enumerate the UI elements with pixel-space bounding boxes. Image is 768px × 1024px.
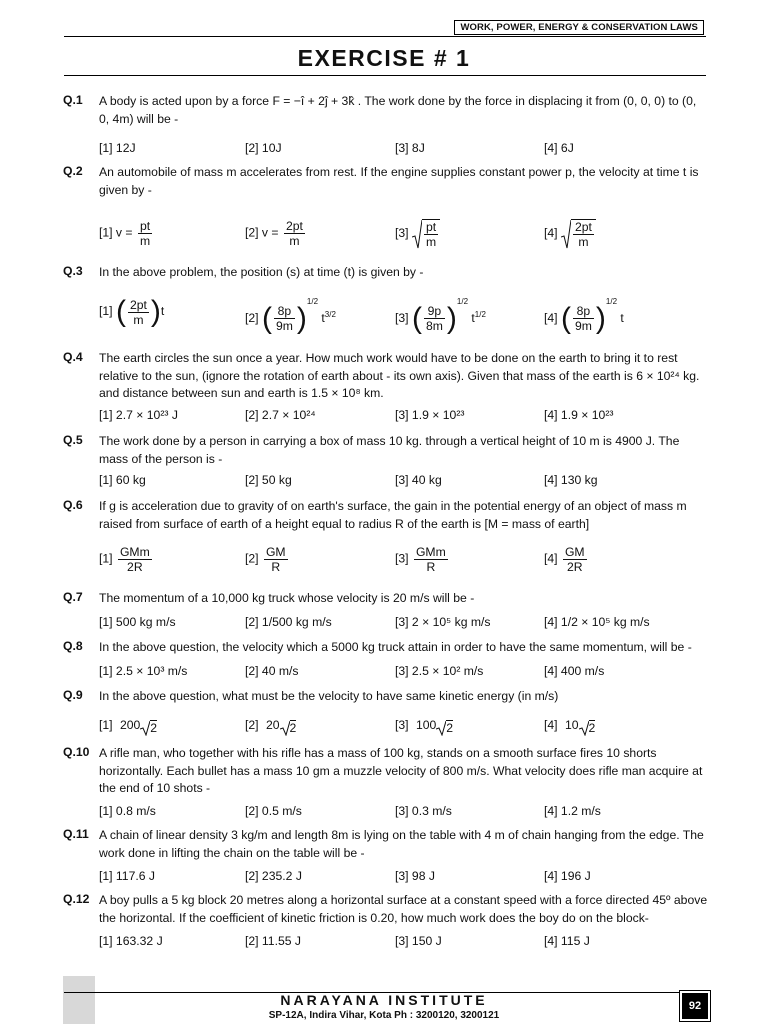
question-number: Q.7 xyxy=(63,590,83,604)
option-3: [3] 1.9 × 10²³ xyxy=(395,408,465,422)
question-10 xyxy=(63,745,708,818)
option-3: [3] 40 kg xyxy=(395,473,442,487)
question-6 xyxy=(63,498,708,574)
question-text: A body is acted upon by a force F = −î + 2ĵ + 3k̂ . The work done by the force in displacing it from (0, 0, 0) to (0, 0, 4m) will be - xyxy=(99,94,697,126)
header-rule xyxy=(64,36,706,37)
question-1 xyxy=(63,93,708,155)
question-2 xyxy=(63,164,708,249)
question-text: In the above problem, the position (s) at time (t) is given by - xyxy=(99,265,424,279)
option-3: [3] 8J xyxy=(395,141,425,155)
option-4: [4] xyxy=(544,226,558,241)
option-1: [1] xyxy=(99,718,113,732)
question-4 xyxy=(63,350,708,422)
option-4: [4] xyxy=(544,551,558,566)
question-7 xyxy=(63,590,708,629)
question-number: Q.6 xyxy=(63,498,83,512)
question-11 xyxy=(63,827,708,883)
question-5 xyxy=(63,433,708,487)
title-rule xyxy=(64,75,706,76)
page-title: EXERCISE # 1 xyxy=(297,45,471,71)
fraction: $\frac{9p}{8m}$ xyxy=(425,304,443,334)
question-number: Q.1 xyxy=(63,93,83,107)
option-4: [4] 6J xyxy=(544,141,574,155)
chapter-tag: WORK, POWER, ENERGY & CONSERVATION LAWS xyxy=(454,20,704,35)
option-2: [2] 235.2 J xyxy=(245,869,302,883)
option-4: [4] 115 J xyxy=(544,934,590,948)
option-1: [1] 117.6 J xyxy=(99,869,156,883)
question-number: Q.3 xyxy=(63,264,83,278)
fraction: $\frac{\text{GMm}}{R}$ xyxy=(415,545,446,574)
question-number: Q.4 xyxy=(63,350,83,364)
question-number: Q.8 xyxy=(63,639,83,653)
question-number: Q.11 xyxy=(63,827,89,841)
option-4: [4] 130 kg xyxy=(544,473,598,487)
coefficient: 200 xyxy=(119,718,141,732)
option-2: [2] v = xyxy=(245,225,279,240)
option-1: [1] 12J xyxy=(99,141,136,155)
question-number: Q.10 xyxy=(63,745,90,759)
question-number: Q.2 xyxy=(63,164,83,178)
option-3: [3] 2.5 × 10² m/s xyxy=(395,664,484,678)
option-2: [2] 50 kg xyxy=(245,473,292,487)
question-number: Q.9 xyxy=(63,688,83,702)
option-1: [1] 500 kg m/s xyxy=(99,615,176,629)
option-1: [1] 163.32 J xyxy=(99,934,163,948)
option-2: [2] xyxy=(245,311,259,325)
coefficient: 10 xyxy=(564,718,579,732)
option-2: [2] xyxy=(245,551,259,566)
option-3: [3] xyxy=(395,226,409,241)
option-3: [3] 98 J xyxy=(395,869,435,883)
option-4: [4] 400 m/s xyxy=(544,664,605,678)
option-1: [1] 0.8 m/s xyxy=(99,804,156,818)
option-4: [4] 1/2 × 10⁵ kg m/s xyxy=(544,615,650,629)
option-1: [1] 60 kg xyxy=(99,473,146,487)
option-4: [4] 196 J xyxy=(544,869,591,883)
option-3: [3] 150 J xyxy=(395,934,442,948)
square-root: $\frac{2pt}{m}$ xyxy=(561,219,596,249)
option-2: [2] 2.7 × 10²⁴ xyxy=(245,408,316,422)
fraction: $\frac{8p}{9m}$ xyxy=(275,304,293,334)
question-12 xyxy=(63,892,708,948)
square-root: 2 xyxy=(140,720,157,735)
option-2: [2] 11.55 J xyxy=(245,934,302,948)
option-2: [2] 0.5 m/s xyxy=(245,804,302,818)
question-text: A chain of linear density 3 kg/m and length 8m is lying on the table with 4 m of chain hanging from the edge. The work done in lifting the chain on the table will be - xyxy=(99,828,704,860)
square-root: $\frac{pt}{m}$ xyxy=(412,219,440,249)
option-2: [2] 40 m/s xyxy=(245,664,299,678)
option-2: [2] xyxy=(245,718,259,732)
institute-name: NARAYANA INSTITUTE xyxy=(280,992,488,1008)
option-3: [3] xyxy=(395,718,409,732)
option-3: [3] 2 × 10⁵ kg m/s xyxy=(395,615,491,629)
question-text: The earth circles the sun once a year. How much work would have to be done on the earth to bring it to rest relative to the sun, (ignore the rotation of earth about - its own axis). Given that mass of the earth is 6 × 10²⁴ kg. and distance between sun and earth is 1.5 × 10⁸ km. xyxy=(99,351,700,400)
question-text: A rifle man, who together with his rifle has a mass of 100 kg, stands on a smooth surface fires 10 shorts horizontally. Each bullet has a mass 10 gm a muzzle velocity of 800 m/s. What velocity does rifle man acquire at the end of 10 shots - xyxy=(99,746,703,795)
option-4: [4] xyxy=(544,718,558,732)
question-text: In the above question, what must be the velocity to have same kinetic energy (in m/s) xyxy=(99,689,559,703)
option-1: [1] 2.7 × 10²³ J xyxy=(99,408,178,422)
question-text: The momentum of a 10,000 kg truck whose velocity is 20 m/s will be - xyxy=(99,591,475,605)
option-1: [1] xyxy=(99,304,113,319)
coefficient: 100 xyxy=(415,718,437,732)
fraction: $\frac{2pt}{m}$ xyxy=(285,219,303,248)
question-number: Q.12 xyxy=(63,892,90,906)
fraction: $\frac{8p}{9m}$ xyxy=(574,304,592,334)
question-8 xyxy=(63,639,708,678)
option-1: [1] xyxy=(99,551,113,566)
page-number: 92 xyxy=(682,993,708,1019)
question-text: The work done by a person in carrying a box of mass 10 kg. through a vertical height of 10 m is 4900 J. The mass of the person is - xyxy=(99,434,680,466)
option-4: [4] xyxy=(544,311,558,325)
square-root: 2 xyxy=(579,720,596,735)
question-text: If g is acceleration due to gravity of on earth's surface, the gain in the potential energy of an object of mass m raised from surface of earth of a height equal to radius R of the earth is [M = mass of earth] xyxy=(99,499,687,531)
option-4: [4] 1.2 m/s xyxy=(544,804,601,818)
question-3: Q.3 In the above problem, the position (s) at time (t) is given by - [1] ( $\frac{2pt}{m}$ )t [2] ( $\frac{8p}{9m}$ )$^{1/2}$ $t^{3/2}$ [3] ( $\frac{9p}{8m}$ )$^{1/2}$ $t^{1/2}$ [4] ( $\frac{8p}{9m}$ )$^{1/2}$ t xyxy=(63,264,708,282)
fraction: $\frac{pt}{m}$ xyxy=(139,219,151,248)
option-4: [4] 1.9 × 10²³ xyxy=(544,408,614,422)
question-text: In the above question, the velocity which a 5000 kg truck attain in order to have the same momentum, will be - xyxy=(99,640,692,654)
institute-address: SP-12A, Indira Vihar, Kota Ph : 3200120, 3200121 xyxy=(268,1010,500,1021)
fraction: $\frac{GM}{2R}$ xyxy=(564,545,585,574)
fraction: $\frac{2pt}{m}$ xyxy=(129,297,147,327)
option-2: [2] 10J xyxy=(245,141,282,155)
option-1: [1] 2.5 × 10³ m/s xyxy=(99,664,188,678)
coefficient: 20 xyxy=(265,718,280,732)
option-3: [3] 0.3 m/s xyxy=(395,804,452,818)
question-text: An automobile of mass m accelerates from rest. If the engine supplies constant power p, the velocity at time t is given by - xyxy=(99,165,699,197)
square-root: 2 xyxy=(436,720,453,735)
fraction: $\frac{\text{GMm}}{2R}$ xyxy=(119,545,150,574)
option-3: [3] xyxy=(395,311,409,325)
question-text: A boy pulls a 5 kg block 20 metres along a horizontal surface at a constant speed with a force directed 45º above the horizontal. If the coefficient of kinetic friction is 0.20, how much work does the boy do on the block- xyxy=(99,893,708,925)
option-2: [2] 1/500 kg m/s xyxy=(245,615,332,629)
question-number: Q.5 xyxy=(63,433,83,447)
question-9 xyxy=(63,688,708,735)
square-root: 2 xyxy=(280,720,297,735)
option-1: [1] v = xyxy=(99,225,133,240)
fraction: $\frac{GM}{R}$ xyxy=(265,545,286,574)
option-3: [3] xyxy=(395,551,409,566)
